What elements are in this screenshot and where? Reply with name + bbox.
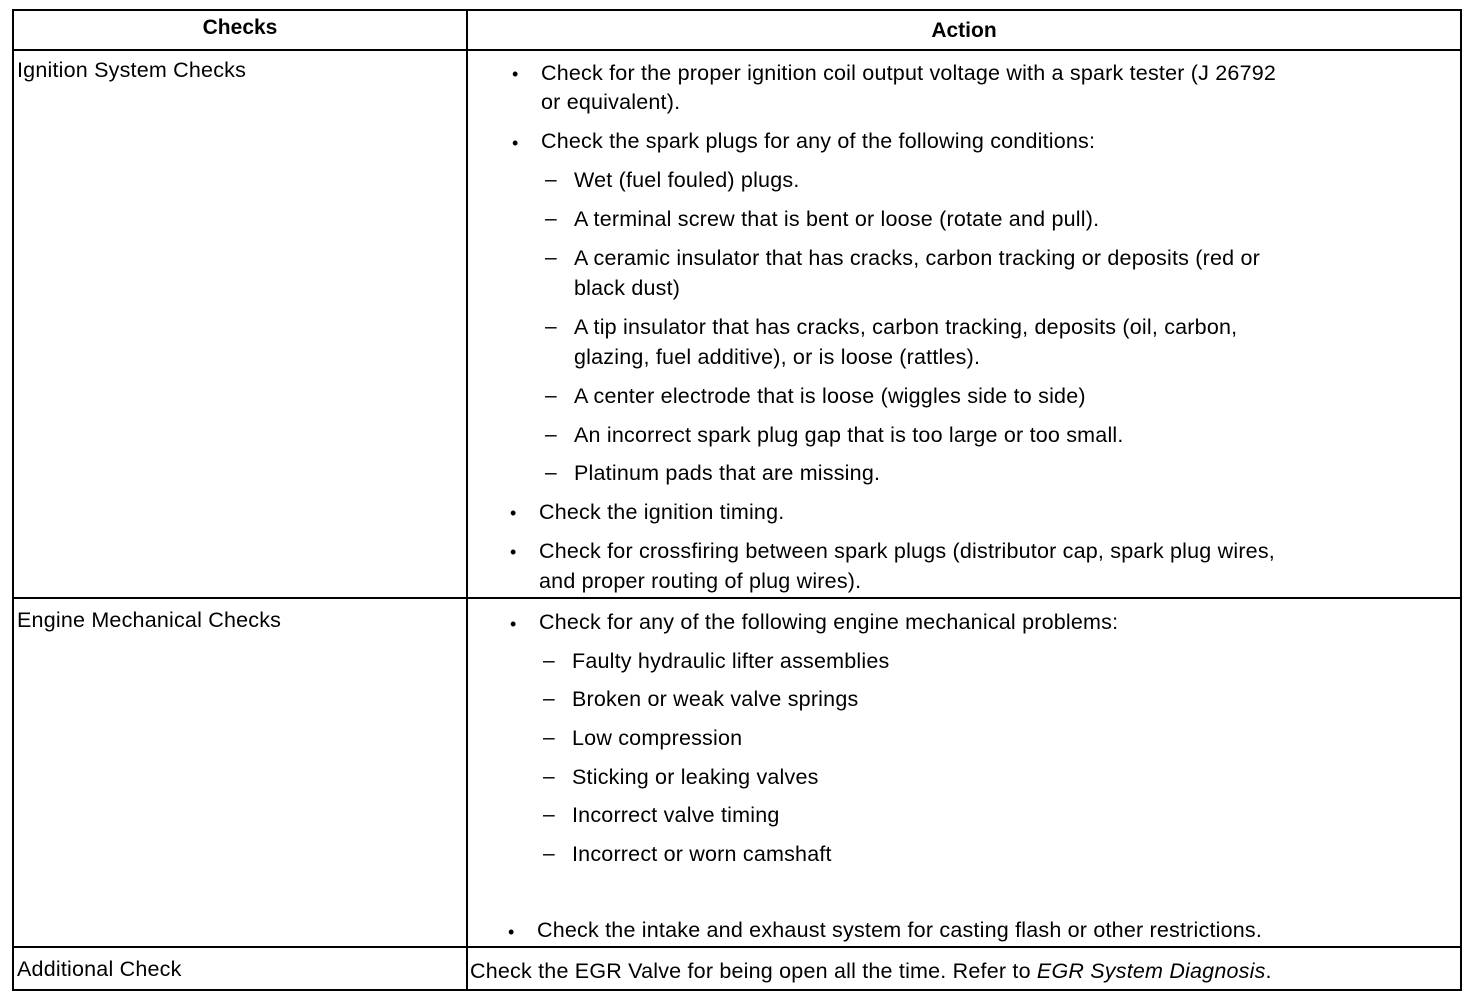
header-divider <box>12 49 1462 51</box>
checks-label-ignition: Ignition System Checks <box>17 58 247 82</box>
bullet-icon: • <box>512 133 519 153</box>
action-ignition-timing: Check the ignition timing. <box>539 500 785 524</box>
action-ignition-coil-line1: Check for the proper ignition coil output voltage with a spark tester (J 26792 <box>541 61 1277 85</box>
bullet-icon: • <box>510 614 517 634</box>
problem-low-compression: Low compression <box>572 726 743 750</box>
action-egr-valve <box>470 959 1272 984</box>
dash-icon: – <box>545 423 557 446</box>
action-ignition-coil-line2: or equivalent). <box>541 90 681 114</box>
condition-platinum-pads: Platinum pads that are missing. <box>574 461 881 485</box>
bullet-icon: • <box>512 64 519 84</box>
dash-icon: – <box>545 461 557 484</box>
dash-icon: – <box>543 842 555 865</box>
header-action: Action <box>931 19 997 42</box>
problem-camshaft: Incorrect or worn camshaft <box>572 842 832 866</box>
action-mechanical-problems: Check for any of the following engine mechanical problems: <box>539 610 1119 634</box>
dash-icon: – <box>545 207 557 230</box>
action-crossfiring-line1: Check for crossfiring between spark plugs (distributor cap, spark plug wires, <box>539 539 1275 563</box>
dash-icon: – <box>543 803 555 826</box>
condition-tip-insulator-line1: A tip insulator that has cracks, carbon tracking, deposits (oil, carbon, <box>574 315 1238 339</box>
action-egr-end: . <box>1265 959 1272 983</box>
condition-tip-insulator-line2: glazing, fuel additive), or is loose (rattles). <box>574 345 981 369</box>
dash-icon: – <box>543 687 555 710</box>
dash-icon: – <box>545 384 557 407</box>
condition-terminal-screw: A terminal screw that is bent or loose (rotate and pull). <box>574 207 1100 231</box>
bullet-icon: • <box>508 922 515 942</box>
bullet-icon: • <box>510 542 517 562</box>
condition-ceramic-insulator-line1: A ceramic insulator that has cracks, carbon tracking or deposits (red or <box>574 246 1260 270</box>
dash-icon: – <box>545 246 557 269</box>
dash-icon: – <box>543 649 555 672</box>
action-egr-text: Check the EGR Valve for being open all the time. Refer to <box>470 959 1037 983</box>
problem-hydraulic-lifter: Faulty hydraulic lifter assemblies <box>572 649 890 673</box>
row-divider-1 <box>12 597 1462 599</box>
dash-icon: – <box>543 726 555 749</box>
problem-valve-springs: Broken or weak valve springs <box>572 687 859 711</box>
action-crossfiring-line2: and proper routing of plug wires). <box>539 569 862 593</box>
header-checks: Checks <box>202 16 278 39</box>
dash-icon: – <box>545 315 557 338</box>
checks-label-engine: Engine Mechanical Checks <box>17 608 282 632</box>
condition-center-electrode: A center electrode that is loose (wiggles side to side) <box>574 384 1086 408</box>
column-divider <box>466 9 468 991</box>
condition-plug-gap: An incorrect spark plug gap that is too large or too small. <box>574 423 1124 447</box>
dash-icon: – <box>543 765 555 788</box>
dash-icon: – <box>545 168 557 191</box>
action-intake-exhaust: Check the intake and exhaust system for casting flash or other restrictions. <box>537 918 1263 942</box>
checks-label-additional: Additional Check <box>17 957 182 981</box>
condition-ceramic-insulator-line2: black dust) <box>574 276 681 300</box>
problem-valve-timing: Incorrect valve timing <box>572 803 780 827</box>
problem-sticking-valves: Sticking or leaking valves <box>572 765 819 789</box>
condition-wet-plugs: Wet (fuel fouled) plugs. <box>574 168 800 192</box>
bullet-icon: • <box>510 503 517 523</box>
row-divider-2 <box>12 946 1462 948</box>
action-spark-plugs: Check the spark plugs for any of the following conditions: <box>541 129 1096 153</box>
egr-diagnosis-reference: EGR System Diagnosis <box>1036 959 1266 983</box>
